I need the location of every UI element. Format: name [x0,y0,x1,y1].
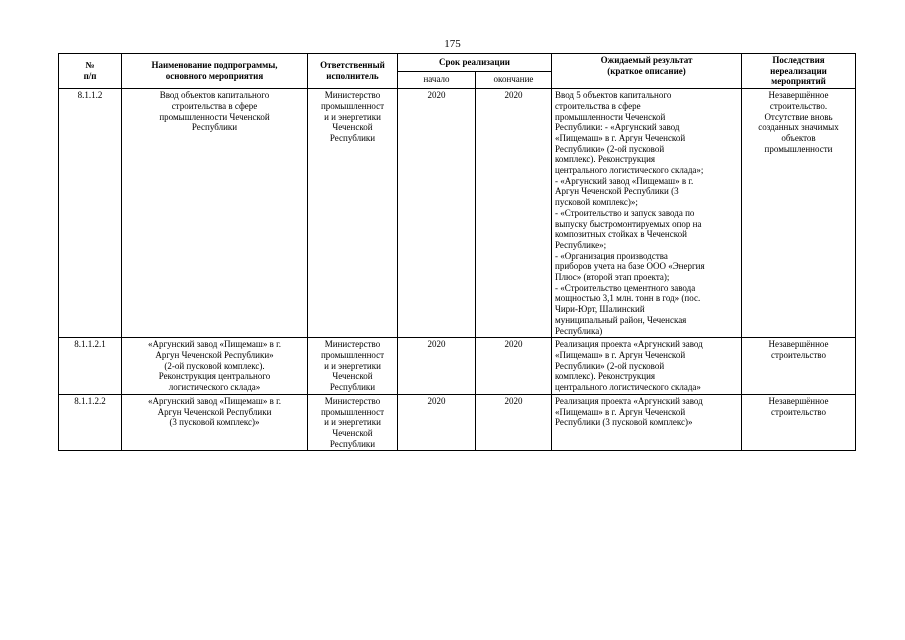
row-result-cell [552,338,742,395]
cell-line: промышленности [764,143,833,154]
cell-line: Республики: - «Аргунский завод [555,122,680,133]
cell-line: Республика) [555,325,603,336]
program-table [58,53,856,451]
header-period: Срок реализации [398,54,552,72]
table-row [59,89,856,338]
cell-line: Республики [329,382,376,393]
cell-line: центрального логистического склада» [555,382,701,393]
header-executor-line: исполнитель [326,71,379,82]
cell-line: Реализация проекта «Аргунский завод [555,339,703,350]
cell-line: Республики [329,438,376,449]
cell-line: «Пищемаш» в г. Аргун Чеченской [555,406,686,417]
row-end-cell: 2020 [476,338,552,395]
cell-line: комплекс). Реконструкция [555,371,656,382]
cell-line: Чеченской [332,122,373,133]
cell-line: комплекс). Реконструкция [555,154,656,165]
cell-line: Министерство [324,395,381,406]
cell-line: приборов учета на базе ООО «Энергия [555,261,705,272]
cell-line: Аргун Чеченской Республики (3 [555,186,679,197]
header-executor-line: Ответственный [320,60,385,71]
row-result-cell [552,394,742,451]
header-name [122,54,308,89]
cell-line: «Пищемаш» в г. Аргун Чеченской [555,349,686,360]
row-executor-cell [308,89,398,338]
cell-line: Незавершённое [768,395,829,406]
row-num-cell: 8.1.1.2 [59,89,122,338]
cell-line: строительства в сфере [555,100,641,111]
cell-line: (3 пусковой комплекс)» [169,417,260,428]
cell-line: строительство. [769,100,828,111]
cell-line: промышленност [320,406,385,417]
cell-line: - «Организация производства [555,250,668,261]
row-executor-cell [308,338,398,395]
cell-line: Отсутствие вновь [764,111,833,122]
table-row [59,338,856,395]
cell-line: и и энергетики [324,417,381,428]
cell-line: Республики (3 пусковой комплекс)» [555,417,693,428]
cell-line: Министерство [324,90,381,101]
cell-line: Реконструкция центрального [158,371,271,382]
cell-line: промышленност [320,349,385,360]
cell-line: Аргун Чеченской Республики [157,406,272,417]
row-name-cell [122,394,308,451]
row-start-cell: 2020 [398,394,476,451]
cell-line: муниципальный район, Чеченская [555,314,687,325]
header-consequences-line: мероприятий [771,76,826,87]
header-result-line: (краткое описание) [607,65,686,76]
header-result-line: Ожидаемый результат [600,55,693,65]
cell-line: промышленности Чеченской [555,111,666,122]
row-end-cell: 2020 [476,89,552,338]
header-start: начало [398,71,476,89]
cell-line: Республике»; [555,239,607,250]
row-end-cell: 2020 [476,394,552,451]
cell-line: промышленности Чеченской [159,111,270,122]
header-consequences [742,54,856,89]
cell-line: «Аргунский завод «Пищемаш» в г. [147,339,282,350]
cell-line: мощностью 3,1 млн. тонн в год» (пос. [555,293,701,304]
cell-line: Республики [329,132,376,143]
cell-line: строительство [771,349,826,360]
cell-line: строительства в сфере [171,100,258,111]
cell-line: и и энергетики [324,111,381,122]
cell-line: Плюс» (второй этап проекта); [555,272,670,283]
cell-line: логистического склада» [168,382,261,393]
cell-line: Чири-Юрт, Шалинский [555,304,645,315]
cell-line: Незавершённое [768,90,829,101]
cell-line: «Пищемаш» в г. Аргун Чеченской [555,132,686,143]
row-num-cell: 8.1.1.2.1 [59,338,122,395]
cell-line: центрального логистического склада»; [555,165,704,176]
row-executor-cell [308,394,398,451]
cell-line: промышленност [320,100,385,111]
row-result-cell [552,89,742,338]
cell-line: - «Аргунский завод «Пищемаш» в г. [555,175,694,186]
cell-line: Республики [191,122,238,133]
header-num [59,54,122,89]
cell-line: Реализация проекта «Аргунский завод [555,395,703,406]
cell-line: (2-ой пусковой комплекс). [164,360,265,371]
header-num-line: п/п [83,71,97,82]
cell-line: Чеченской [332,427,373,438]
cell-line: Аргун Чеченской Республики» [155,349,274,360]
cell-line: Ввод объектов капитального [159,90,270,101]
header-end: окончание [476,71,552,89]
header-consequences-line: Последствия [772,55,825,65]
row-consequences-cell [742,338,856,395]
cell-line: выпуску быстромонтируемых опор на [555,218,702,229]
header-executor [308,54,398,89]
cell-line: Чеченской [332,371,373,382]
row-name-cell [122,89,308,338]
cell-line: Республики» (2-ой пусковой [555,360,665,371]
cell-line: Республики» (2-ой пусковой [555,143,665,154]
cell-line: композитных стойках в Чеченской [555,229,687,240]
cell-line: Ввод 5 объектов капитального [555,90,672,101]
cell-line: «Аргунский завод «Пищемаш» в г. [147,395,282,406]
page-number: 175 [444,38,461,50]
cell-line: и и энергетики [324,360,381,371]
table-row [59,394,856,451]
row-num-cell: 8.1.1.2.2 [59,394,122,451]
header-name-line: основного мероприятия [165,71,264,82]
row-consequences-cell [742,394,856,451]
header-consequences-line: нереализации [770,65,827,76]
cell-line: Министерство [324,339,381,350]
row-consequences-cell [742,89,856,338]
cell-line: - «Строительство и запуск завода по [555,207,695,218]
header-num-line: № [85,60,95,71]
row-name-cell [122,338,308,395]
cell-line: созданных значимых [758,122,839,133]
row-start-cell: 2020 [398,89,476,338]
row-start-cell: 2020 [398,338,476,395]
header-row [59,54,856,72]
header-result [552,54,742,89]
cell-line: - «Строительство цементного завода [555,282,696,293]
cell-line: Незавершённое [768,339,829,350]
cell-line: строительство [771,406,826,417]
cell-line: объектов [781,132,816,143]
cell-line: пусковой комплекс)»; [555,197,638,208]
header-name-line: Наименование подпрограммы, [151,60,278,71]
